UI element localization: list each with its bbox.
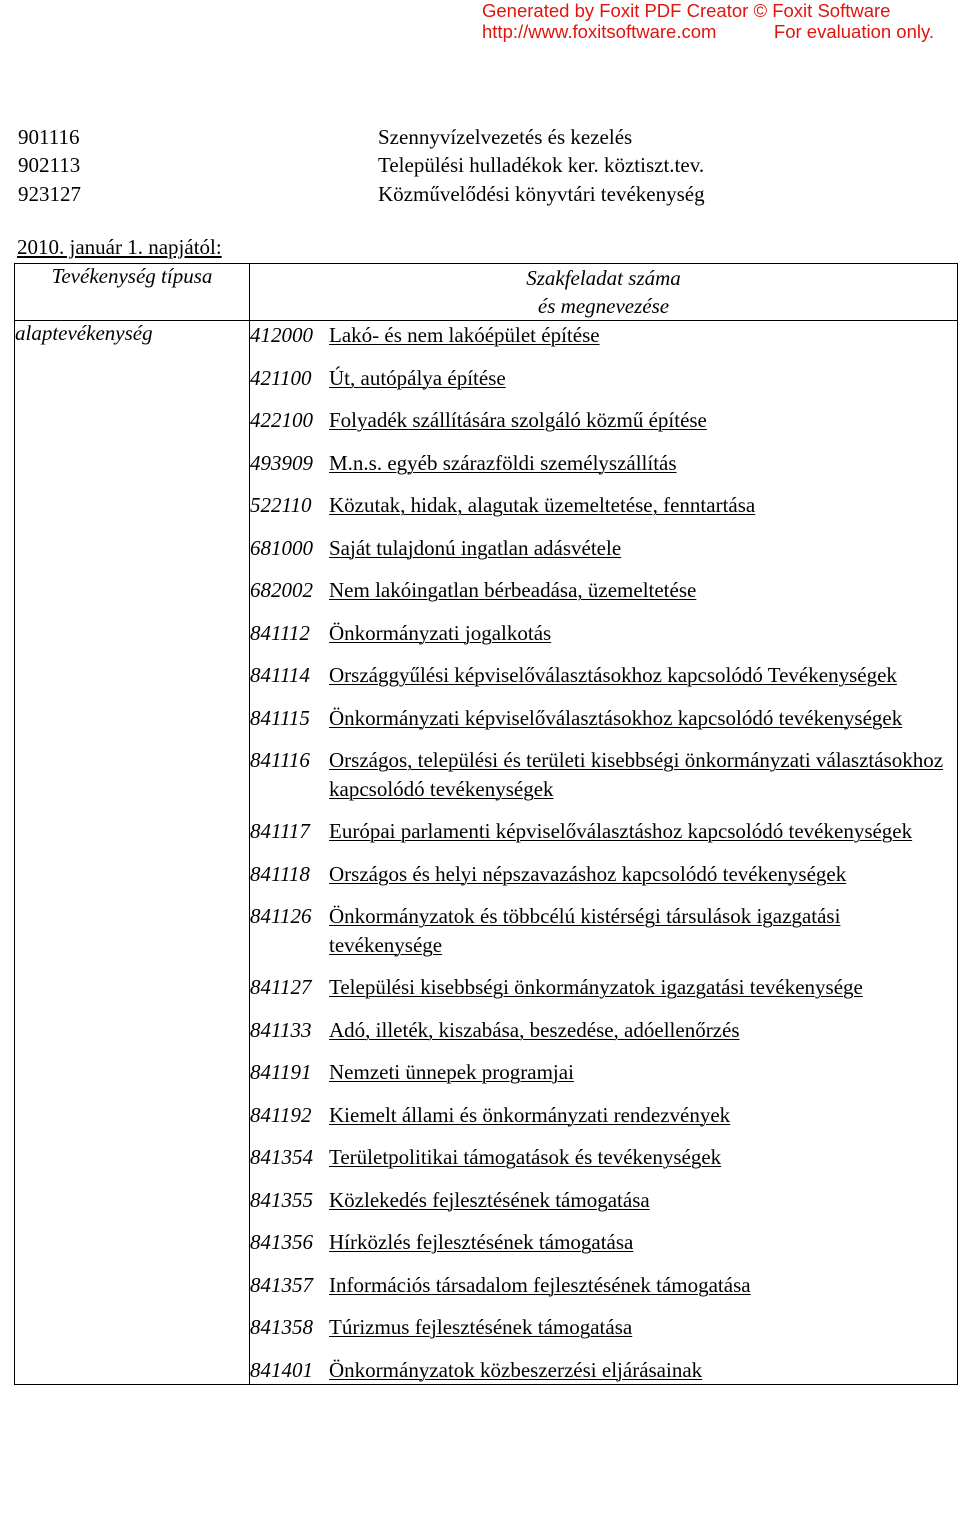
date-heading <box>17 235 222 260</box>
task-code: 493909 <box>250 450 313 475</box>
task-name: Önkormányzatok közbeszerzési eljárásainak <box>329 1357 703 1382</box>
header-task-number <box>250 264 958 321</box>
list-item <box>250 491 957 520</box>
activity-code: 901116 <box>18 124 80 149</box>
task-code: 681000 <box>250 535 313 560</box>
task-code: 841354 <box>250 1145 313 1169</box>
task-name: Saját tulajdonú ingatlan adásvétele <box>329 535 622 560</box>
task-code: 422100 <box>250 408 313 432</box>
task-code: 841192 <box>250 1102 312 1127</box>
header-activity-type: Tevékenység típusa <box>15 264 250 321</box>
activity-code: 902113 <box>18 153 81 178</box>
task-code: 841133 <box>250 1017 312 1042</box>
task-code: 841191 <box>250 1060 312 1084</box>
header-line-1: Szakfeladat száma <box>526 266 681 290</box>
list-item <box>250 746 957 803</box>
task-name: Országos és helyi népszavazáshoz kapcsolódó tevékenységek <box>329 861 847 886</box>
list-item <box>250 364 957 393</box>
list-item <box>250 860 957 889</box>
task-code: 841116 <box>250 748 310 772</box>
task-code: 841401 <box>250 1357 313 1382</box>
task-code: 841126 <box>250 904 312 928</box>
task-name: Országgyűlési képviselőválasztásokhoz kapcsolódó Tevékenységek <box>329 663 897 687</box>
task-name: Hírközlés fejlesztésének támogatása <box>329 1230 634 1254</box>
task-name: Önkormányzatok és többcélú kistérségi társulások igazgatási tevékenysége <box>329 904 841 957</box>
top-activity-list <box>18 123 705 209</box>
task-name: Út, autópálya építése <box>329 365 506 390</box>
task-name: Közutak, hidak, alagutak üzemeltetése, fenntartása <box>329 493 756 517</box>
task-name: Adó, illeték, kiszabása, beszedése, adóellenőrzés <box>329 1017 740 1042</box>
task-name: Közlekedés fejlesztésének támogatása <box>329 1187 650 1212</box>
list-item <box>18 180 705 209</box>
task-code: 412000 <box>250 323 313 347</box>
activity-name: Szennyvízelvezetés és kezelés <box>378 124 633 149</box>
task-code: 841118 <box>250 861 310 886</box>
watermark <box>482 0 934 42</box>
activity-name: Közművelődési könyvtári tevékenység <box>378 181 705 206</box>
list-item <box>250 534 957 563</box>
list-item <box>250 817 957 846</box>
list-item <box>250 619 957 648</box>
task-name: Információs társadalom fejlesztésének támogatása <box>329 1272 751 1297</box>
list-item <box>250 1271 957 1300</box>
watermark-url[interactable]: http://www.foxitsoftware.com <box>482 21 717 42</box>
list-item <box>250 406 957 435</box>
date-heading-text: 2010. január 1. napjától: <box>17 235 222 259</box>
header-line-2: és megnevezése <box>537 294 670 318</box>
task-name: Lakó- és nem lakóépület építése <box>329 323 600 347</box>
task-name: Túrizmus fejlesztésének támogatása <box>329 1315 633 1339</box>
task-name: Kiemelt állami és önkormányzati rendezvények <box>329 1102 731 1127</box>
task-code: 682002 <box>250 578 313 602</box>
list-item <box>250 1228 957 1257</box>
list-item <box>250 1356 957 1385</box>
list-item <box>250 1313 957 1342</box>
list-item <box>250 704 957 733</box>
activity-table <box>14 263 958 1385</box>
task-code: 841357 <box>250 1272 313 1297</box>
task-name: Nem lakóingatlan bérbeadása, üzemeltetése <box>329 578 697 602</box>
task-code: 841117 <box>250 819 310 843</box>
list-item <box>250 1058 957 1087</box>
task-name: Területpolitikai támogatások és tevékenységek <box>329 1145 722 1169</box>
task-code: 421100 <box>250 365 312 390</box>
watermark-line2 <box>482 21 934 42</box>
list-item <box>250 902 957 959</box>
list-item <box>250 1186 957 1215</box>
list-item <box>250 1016 957 1045</box>
list-item <box>18 123 705 152</box>
task-name: Országos, települési és területi kisebbségi önkormányzati választásokhoz kapcsolódó tevékenységek <box>329 748 944 801</box>
table-header-row <box>15 264 958 321</box>
task-code: 841127 <box>250 975 312 999</box>
task-code: 841356 <box>250 1230 313 1254</box>
table-row <box>15 321 958 1385</box>
list-item <box>250 661 957 690</box>
task-code: 841112 <box>250 620 310 645</box>
task-code: 841355 <box>250 1187 313 1212</box>
task-name: Települési kisebbségi önkormányzatok igazgatási tevékenysége <box>329 975 863 999</box>
task-code: 841114 <box>250 663 310 687</box>
task-code: 841115 <box>250 705 310 730</box>
task-list <box>250 321 958 1385</box>
list-item <box>250 321 957 350</box>
list-item <box>250 1143 957 1172</box>
watermark-notice: For evaluation only. <box>773 21 934 42</box>
task-name: Európai parlamenti képviselőválasztáshoz kapcsolódó tevékenységek <box>329 819 913 843</box>
watermark-line1: Generated by Foxit PDF Creator © Foxit Software <box>482 0 891 21</box>
list-item <box>250 973 957 1002</box>
task-name: M.n.s. egyéb szárazföldi személyszállítás <box>329 450 677 475</box>
activity-name: Települési hulladékok ker. köztiszt.tev. <box>378 153 705 178</box>
task-name: Nemzeti ünnepek programjai <box>329 1060 574 1084</box>
task-code: 522110 <box>250 493 312 517</box>
task-code: 841358 <box>250 1315 313 1339</box>
task-name: Folyadék szállítására szolgáló közmű építése <box>329 408 707 432</box>
activity-code: 923127 <box>18 181 81 206</box>
list-item <box>250 576 957 605</box>
list-item <box>250 449 957 478</box>
category-label: alaptevékenység <box>15 321 250 1385</box>
list-item <box>18 152 705 181</box>
task-name: Önkormányzati képviselőválasztásokhoz kapcsolódó tevékenységek <box>329 705 903 730</box>
task-name: Önkormányzati jogalkotás <box>329 620 552 645</box>
list-item <box>250 1101 957 1130</box>
